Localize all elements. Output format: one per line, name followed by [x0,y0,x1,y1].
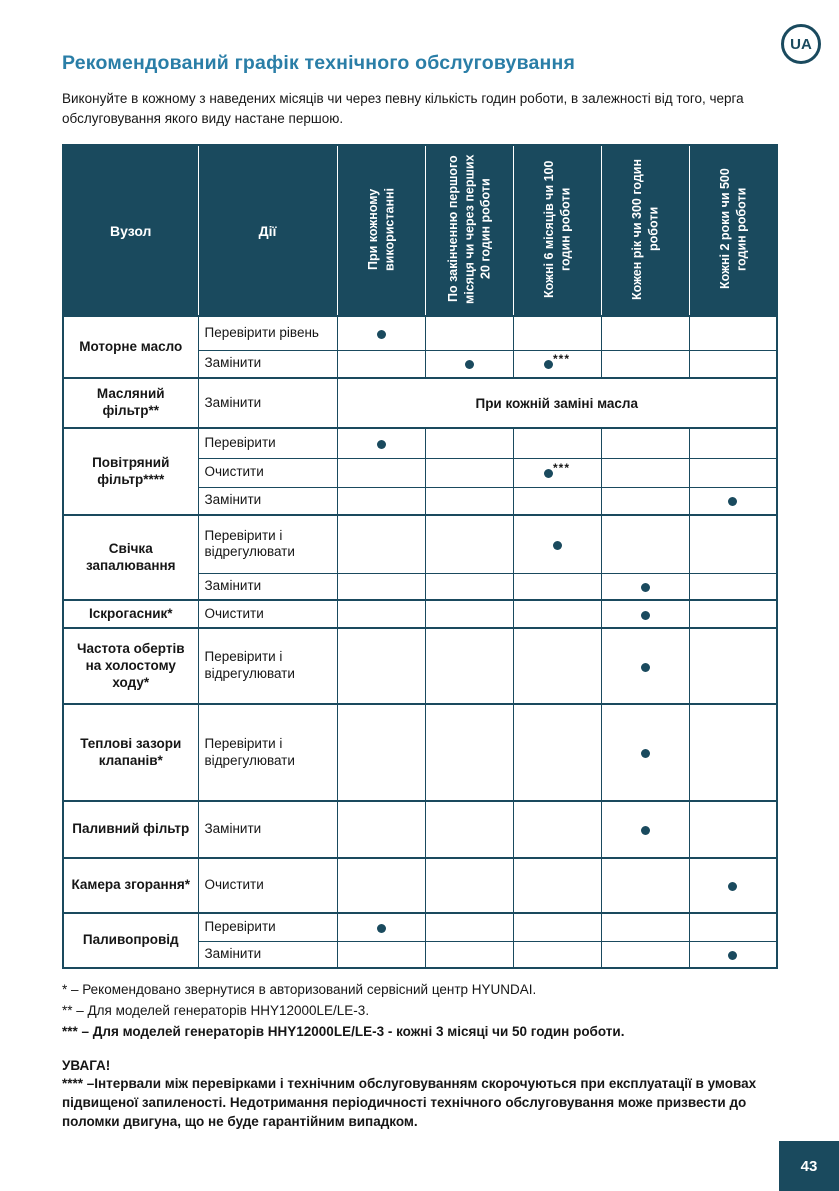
component-cell: Свічка запалювання [63,515,198,600]
mark-cell [689,801,777,858]
mark-cell [601,704,689,801]
mark-cell [513,913,601,941]
maintenance-table [62,144,778,969]
mark-cell [337,458,425,487]
footnote: * – Рекомендовано звернутися в авторизований сервісний центр HYUNDAI. [62,982,537,998]
footnotes-block [62,981,777,1131]
mark-cell [425,628,513,704]
mark-cell [513,515,601,573]
mark-cell [689,515,777,573]
component-cell: Повітряний фільтр**** [63,428,198,515]
mark-cell [601,487,689,515]
mark-cell [425,801,513,858]
table-row [63,801,777,858]
table-row [63,515,777,573]
mark-cell [601,913,689,941]
mark-cell [601,600,689,628]
action-cell: Замінити [198,941,337,968]
table-row [63,428,777,458]
mark-cell [337,515,425,573]
mark-cell [513,600,601,628]
mark-cell [689,704,777,801]
action-cell: Замінити [198,801,337,858]
action-cell: Очистити [198,600,337,628]
mark-cell [425,941,513,968]
action-cell: Перевірити і відрегулювати [198,704,337,801]
mark-cell [425,350,513,378]
mark-cell [513,350,601,378]
rotated-header-text: Кожні 2 роки чи 500 годин роботи [717,168,748,290]
dot-marker [544,360,553,369]
mark-cell [337,704,425,801]
dot-marker [377,440,386,449]
mark-cell [513,458,601,487]
table-row [63,628,777,704]
rotated-header-text: Кожен рік чи 300 годин роботи [629,158,660,300]
table-row [63,378,777,428]
dot-marker [641,826,650,835]
component-cell: Паливний фільтр [63,801,198,858]
col-header-interval-3 [601,145,689,316]
component-cell: Масляний фільтр** [63,378,198,428]
mark-cell [689,600,777,628]
mark-cell [601,458,689,487]
mark-cell [337,487,425,515]
mark-cell [337,600,425,628]
warning-title: УВАГА! [62,1057,111,1073]
mark-cell [689,573,777,600]
mark-cell [425,428,513,458]
mark-cell [425,913,513,941]
table-row [63,858,777,913]
component-cell: Паливопровід [63,913,198,968]
table-row [63,913,777,941]
action-cell: Замінити [198,378,337,428]
dot-marker [641,611,650,620]
mark-cell [513,941,601,968]
action-cell: Перевірити і відрегулювати [198,515,337,573]
span-note-cell: При кожній заміні масла [337,378,777,428]
mark-cell [425,316,513,350]
table-row [63,600,777,628]
mark-cell [513,316,601,350]
action-cell: Очистити [198,858,337,913]
component-cell: Іскрогасник* [63,600,198,628]
page-number-label: 43 [800,1157,818,1175]
mark-cell [425,458,513,487]
mark-cell [689,428,777,458]
dot-marker [641,749,650,758]
mark-cell [513,801,601,858]
footnote: ** – Для моделей генераторів HHY12000LE/LE-3. [62,1003,370,1019]
mark-cell [513,858,601,913]
mark-cell [601,941,689,968]
col-header-interval-0 [337,145,425,316]
col-header-actions: Дії [198,145,337,316]
page-title: Рекомендований графік технічного обслуговування [62,52,576,74]
mark-cell [425,515,513,573]
action-cell: Перевірити [198,913,337,941]
mark-cell [689,458,777,487]
col-header-interval-2 [513,145,601,316]
component-cell: Теплові зазори клапанів* [63,704,198,801]
mark-cell [337,801,425,858]
maintenance-table-body [63,145,777,968]
dot-marker [728,882,737,891]
rotated-header-text: Кожні 6 місяців чи 100 годин роботи [541,160,572,298]
mark-cell [689,941,777,968]
action-cell: Перевірити і відрегулювати [198,628,337,704]
mark-cell [425,573,513,600]
action-cell: Очистити [198,458,337,487]
mark-cell [425,600,513,628]
action-cell: Замінити [198,573,337,600]
col-header-interval-1 [425,145,513,316]
mark-cell [337,628,425,704]
mark-cell [689,350,777,378]
mark-cell [337,941,425,968]
mark-cell [337,858,425,913]
mark-cell [689,858,777,913]
action-cell: Замінити [198,350,337,378]
table-row [63,704,777,801]
dot-marker [553,541,562,550]
mark-cell [601,801,689,858]
mark-cell [513,704,601,801]
mark-cell [337,573,425,600]
mark-cell [425,858,513,913]
dot-marker [377,330,386,339]
mark-cell [601,350,689,378]
action-cell: Перевірити рівень [198,316,337,350]
intro-text: Виконуйте в кожному з наведених місяців чи через певну кількість годин роботи, в залежності від того, черга обслуговування якого виду настане першою. [62,91,744,126]
table-row [63,316,777,350]
component-cell: Моторне масло [63,316,198,378]
mark-cell [513,628,601,704]
mark-cell [601,573,689,600]
mark-cell [689,628,777,704]
mark-cell [425,704,513,801]
mark-cell [337,913,425,941]
mark-cell [337,428,425,458]
dot-marker [641,663,650,672]
rotated-header-text: При кожному використанні [365,187,396,271]
dot-marker [728,497,737,506]
mark-cell [601,428,689,458]
component-cell: Камера згорання* [63,858,198,913]
mark-cell [601,628,689,704]
footnote: *** – Для моделей генераторів HHY12000LE/LE-3 - кожні 3 місяці чи 50 годин роботи. [62,1023,625,1039]
mark-cell [689,913,777,941]
col-header-component: Вузол [63,145,198,316]
dot-marker [728,951,737,960]
action-cell: Замінити [198,487,337,515]
mark-cell [689,316,777,350]
component-cell: Частота обертів на холостому ходу* [63,628,198,704]
mark-cell [601,858,689,913]
language-badge-label: UA [790,35,812,53]
table-header-row [63,145,777,316]
mark-cell [425,487,513,515]
language-badge [781,24,821,64]
page-number [779,1141,839,1191]
mark-cell [689,487,777,515]
mark-cell [601,316,689,350]
dot-marker [544,469,553,478]
rotated-header-text: По закінченню першого місяця чи через перших 20 годин роботи [445,154,493,304]
footnote-reference: *** [552,352,570,367]
mark-cell [337,350,425,378]
mark-cell [513,487,601,515]
mark-cell [601,515,689,573]
mark-cell [513,573,601,600]
dot-marker [377,924,386,933]
dot-marker [465,360,474,369]
footnote-reference: *** [552,461,570,476]
mark-cell [513,428,601,458]
mark-cell [337,316,425,350]
action-cell: Перевірити [198,428,337,458]
col-header-interval-4 [689,145,777,316]
dot-marker [641,583,650,592]
warning-text: **** –Інтервали між перевірками і технічним обслуговуванням скорочуються при експлуатації в умовах підвищеної запиленості. Недотримання періодичності технічного обслуговування може призвести до поломки двигуна, що не буде гарантійним випадком. [62,1075,757,1129]
